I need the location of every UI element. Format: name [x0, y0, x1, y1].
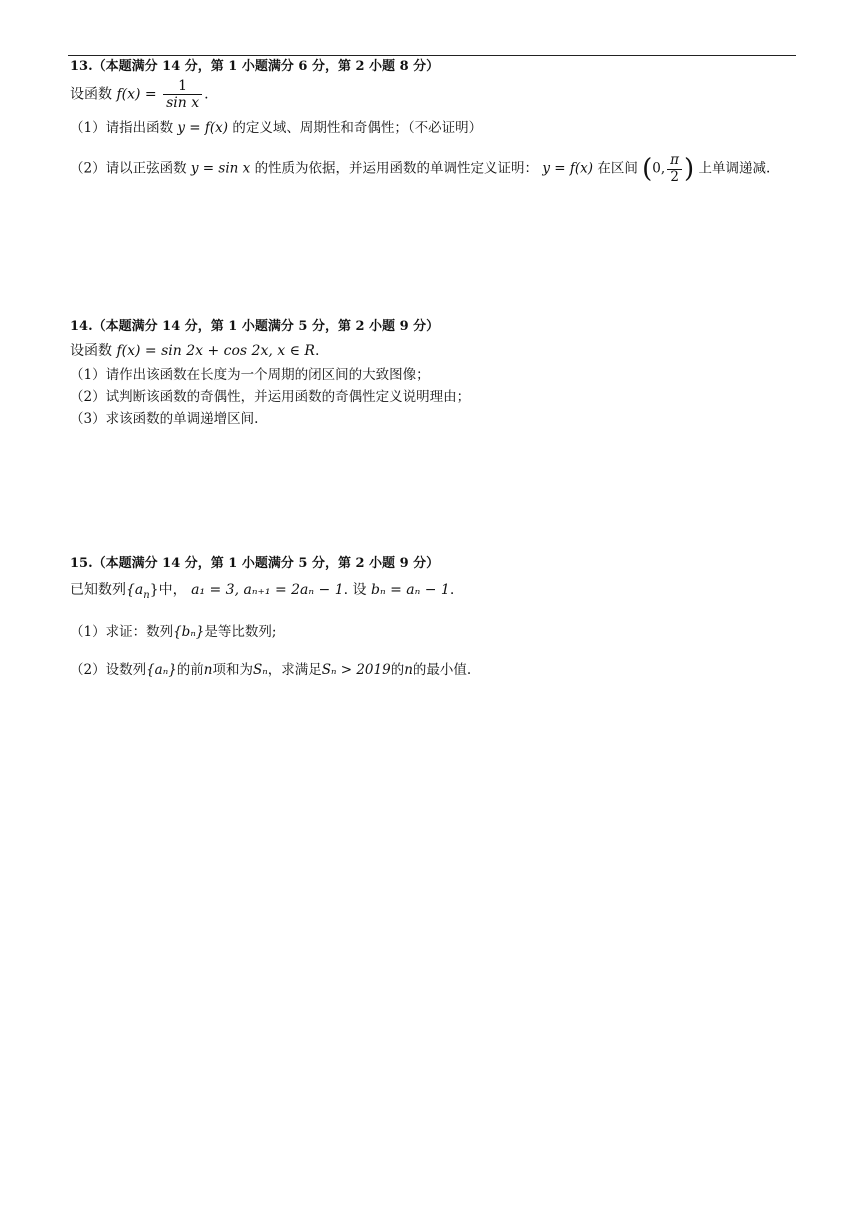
- question-15-part-2: （2）设数列{aₙ}的前n项和为Sₙ，求满足Sₙ > 2019的n的最小值.: [70, 661, 472, 678]
- right-paren: ): [684, 154, 695, 185]
- recurrence: a₁ = 3, aₙ₊₁ = 2aₙ − 1: [191, 582, 344, 598]
- question-14-part-2: （2）试判断该函数的奇偶性，并运用函数的奇偶性定义说明理由；: [70, 389, 471, 405]
- question-14: [70, 318, 800, 430]
- question-13-header: 13.（本题满分 14 分，第 1 小题满分 6 分，第 2 小题 8 分）: [70, 59, 440, 74]
- left-paren: (: [642, 154, 653, 185]
- fraction-pi-over-2: $\frac{\pi}{2}$: [667, 153, 682, 185]
- question-14-part-1: （1）请作出该函数在长度为一个周期的闭区间的大致图像；: [70, 367, 430, 383]
- header-rule: [68, 55, 796, 56]
- question-13-part-2: （2）请以正弦函数 y = sin x 的性质为依据，并运用函数的单调性定义证明： y = f(x) 在区间 (0, $\frac{\pi}{2}$ ) 上单调递减.: [70, 152, 771, 185]
- question-13-intro: 设函数 f(x) = $\frac{1}{\text{sin x}}$ .: [70, 78, 209, 112]
- question-15-header: 15.（本题满分 14 分，第 1 小题满分 5 分，第 2 小题 9 分）: [70, 556, 440, 571]
- question-15-part-1: （1）求证：数列{bₙ}是等比数列;: [70, 623, 277, 640]
- question-14-intro: 设函数 f(x) = sin 2x + cos 2x, x ∈ R.: [70, 343, 320, 359]
- function-lhs: f(x) =: [116, 86, 157, 103]
- function-definition: f(x) = sin 2x + cos 2x, x ∈ R: [116, 343, 315, 359]
- question-15: [70, 555, 800, 681]
- question-14-part-3: （3）求该函数的单调递增区间.: [70, 411, 259, 427]
- question-13-part-1: （1）请指出函数 y = f(x) 的定义域、周期性和奇偶性；（不必证明）: [70, 120, 483, 137]
- fraction-1-over-sinx: $\frac{1}{\text{sin x}}$: [163, 78, 202, 111]
- question-13: [70, 58, 800, 185]
- question-14-header: 14.（本题满分 14 分，第 1 小题满分 5 分，第 2 小题 9 分）: [70, 319, 440, 334]
- b-definition: bₙ = aₙ − 1: [370, 582, 450, 598]
- question-15-intro: 已知数列$\{a_n\}$中， a₁ = 3, aₙ₊₁ = 2aₙ − 1. 设 bₙ = aₙ − 1.: [70, 582, 455, 601]
